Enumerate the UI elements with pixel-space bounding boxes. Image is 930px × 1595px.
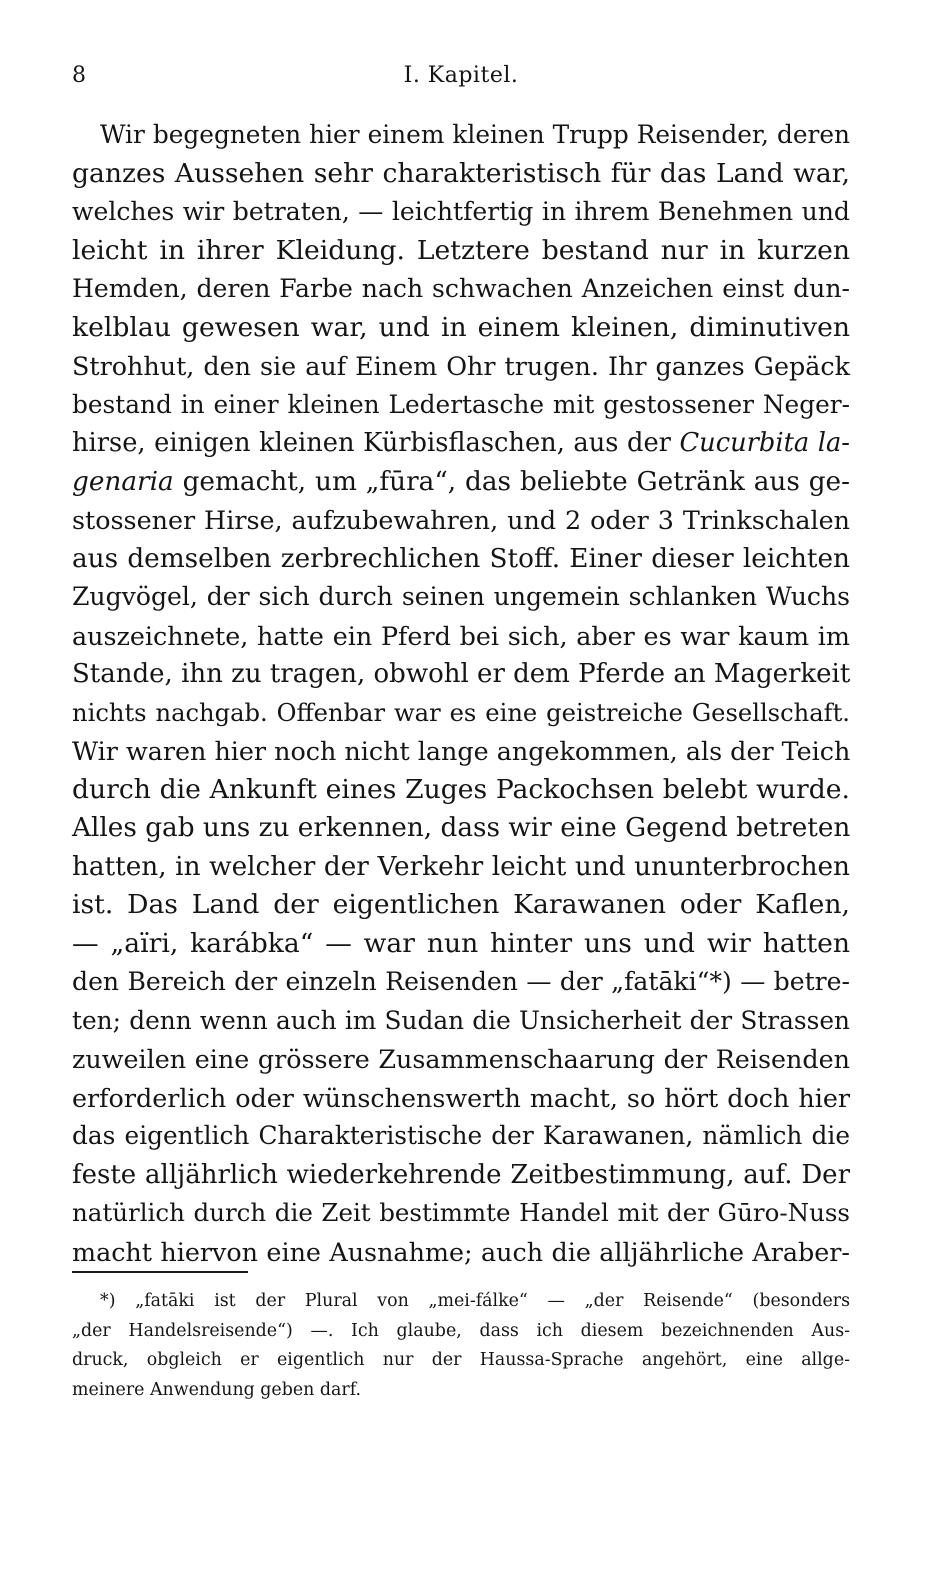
footnote xyxy=(72,1287,850,1405)
page-header xyxy=(72,63,850,103)
footnote-divider xyxy=(72,1271,248,1273)
footnote-line: druck, obgleich er eigentlich nur der Haussa-Sprache angehört, eine allge- xyxy=(72,1350,850,1370)
text-line: nichts nachgab. Offenbar war es eine geistreiche Gesellschaft. xyxy=(72,698,850,727)
text-line: hatten, in welcher der Verkehr leicht und ununterbrochen xyxy=(72,851,850,882)
text-line: Wir begegneten hier einem kleinen Trupp Reisender, deren xyxy=(100,120,850,149)
text-line: Wir waren hier noch nicht lange angekommen, als der Teich xyxy=(72,736,851,766)
text-line: durch die Ankunft eines Zuges Packochsen belebt wurde. xyxy=(72,773,850,805)
text-line: zuweilen eine grössere Zusammenschaarung der Reisenden xyxy=(72,1044,850,1074)
footnote-line: „der Handelsreisende“) —. Ich glaube, dass ich diesem bezeichnenden Aus- xyxy=(72,1320,850,1341)
page-number: 8 xyxy=(72,63,86,88)
body-text xyxy=(72,116,850,1271)
text-line: kelblau gewesen war, und in einem kleinen, diminutiven xyxy=(72,311,850,343)
text-line: leicht in ihrer Kleidung. Letztere bestand nur in kurzen xyxy=(72,234,850,266)
text-line: welches wir betraten, — leichtfertig in ihrem Benehmen und xyxy=(72,197,850,226)
text-line: Hemden, deren Farbe nach schwachen Anzeichen einst dun- xyxy=(72,274,850,303)
text-line: Alles gab uns zu erkennen, dass wir eine Gegend betreten xyxy=(72,813,851,843)
text-line: ten; denn wenn auch im Sudan die Unsicherheit der Strassen xyxy=(72,1005,850,1035)
text-line: ganzes Aussehen sehr charakteristisch für das Land war, xyxy=(72,157,850,189)
text-line: feste alljährlich wiederkehrende Zeitbestimmung, auf. Der xyxy=(72,1159,850,1190)
text-line: das eigentlich Charakteristische der Karawanen, nämlich die xyxy=(72,1121,850,1150)
text-line: den Bereich der einzeln Reisenden — der „fatāki“*) — betre- xyxy=(72,967,850,996)
text-line: erforderlich oder wünschenswerth macht, so hört doch hier xyxy=(72,1082,850,1113)
text-line: auszeichnete, hatte ein Pferd bei sich, aber es war kaum im xyxy=(72,620,850,651)
text-line: ist. Das Land der eigentlichen Karawanen oder Kaflen, xyxy=(72,889,850,920)
text-line: aus demselben zerbrechlichen Stoff. Einer dieser leichten xyxy=(72,543,850,574)
text-line: Stande, ihn zu tragen, obwohl er dem Pferde an Magerkeit xyxy=(72,659,851,689)
text-line: macht hiervon eine Ausnahme; auch die alljährliche Araber- xyxy=(72,1236,850,1267)
footnote-line: *) „fatāki ist der Plural von „mei-fálke“ — „der Reisende“ (besonders xyxy=(100,1291,850,1311)
footnote-line: meinere Anwendung geben darf. xyxy=(72,1379,362,1400)
text-line: stossener Hirse, aufzubewahren, und 2 oder 3 Trinkschalen xyxy=(72,505,850,535)
text-line: bestand in einer kleinen Ledertasche mit gestossener Neger- xyxy=(72,389,850,419)
text-line: Strohhut, den sie auf Einem Ohr trugen. Ihr ganzes Gepäck xyxy=(72,351,850,381)
text-segment: hirse, einigen kleinen Kürbisflaschen, aus der xyxy=(72,428,680,458)
italic-term: genaria xyxy=(72,466,174,497)
text-line xyxy=(72,463,850,502)
running-head: I. Kapitel. xyxy=(403,63,519,88)
text-segment: gemacht, um „fūra“, das beliebte Getränk aus ge- xyxy=(182,466,850,497)
italic-term: Cucurbita la- xyxy=(679,428,850,458)
text-line xyxy=(72,424,850,463)
text-line: Zugvögel, der sich durch seinen ungemein schlanken Wuchs xyxy=(72,582,850,611)
text-line: — „aïri, karábka“ — war nun hinter uns und wir hatten xyxy=(72,927,850,959)
text-line: natürlich durch die Zeit bestimmte Handel mit der Gūro-Nuss xyxy=(72,1198,850,1227)
